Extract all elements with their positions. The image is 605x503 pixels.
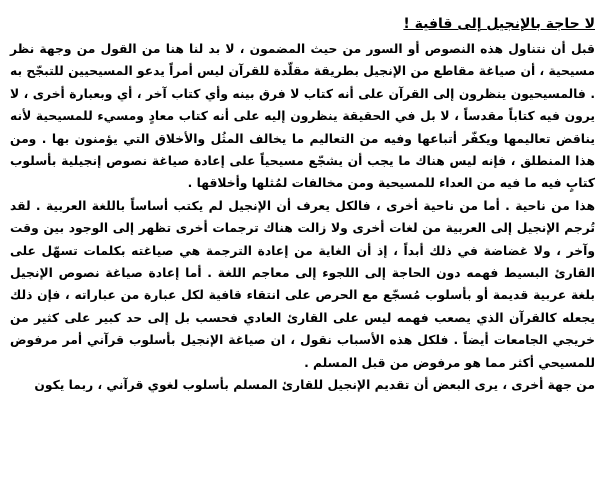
paragraph: من جهة أخرى ، يرى البعض أن تقديم الإنجيل للقارئ المسلم بأسلوب لغوي قرآني ، ربما يكون [34, 378, 595, 393]
document-title: لا حاجة بالإنجيل إلى قافية ! [403, 16, 595, 32]
paragraph: قبل أن نتناول هذه النصوص أو السور من حيث المضمون ، لا بد لنا هنا من القول من وجهة نظر مسيحية ، أن صياغة مقاطع من الإنجيل بطريقة مقلّدة للقرآن ليس أمراً يدعو المسيحيين للتبجّح به . فالمسيحيون ينظرون إلى القرآن على أنه كتاب لا فرق بينه وأي كتاب آخر ، أي وبعبارة أخرى ، لا يرون فيه كتاباً مقدساً ، لا بل في الحقيقة ينظرون إليه على أنه كتاب معادٍ ومسيء للمسيحية لأنه يناقض تعاليمها ويكفّر أتباعها وفيه من التعاليم ما يخالف المثُل والأخلاق التي يؤمنون بها . ومن هذا المنطلق ، فإنه ليس هناك ما يجب أن يشجّع مسيحياً على إعادة صياغة نصوص إنجيلية بأسلوب كتابٍ فيه ما فيه من العداء للمسيحية ومن مخالفات لمُثلها وأخلاقها . [10, 42, 595, 191]
document-body [10, 38, 595, 397]
paragraph: هذا من ناحية . أما من ناحية أخرى ، فالكل يعرف أن الإنجيل لم يكتب أساساً باللغة العربية . لقد تُرجم الإنجيل إلى العربية من لغات أخرى ولا زالت هناك ترجمات أخرى تظهر إلى الوجود بين وقت وآخر ، ولا غضاضة في ذلك أبداً ، إذ أن الغاية من إعادة الترجمة هي صياغته بكلمات تسهّل على القارئ البسيط فهمه دون الحاجة إلى اللجوء إلى معاجم اللغة . أما إعادة صياغة نصوص الإنجيل بلغة عربية قديمة أو بأسلوب مُسجّع مع الحرص على انتقاء قافية لكل عبارة من عباراته ، فإن ذلك يجعله كالقرآن الذي يصعب فهمه ليس على القارئ العادي فحسب بل إلى حد كبير على كثير من خريجي الجامعات أيضاً . فلكل هذه الأسباب نقول ، ان صياغة الإنجيل بأسلوب قرآني أمر مرفوض للمسيحي أكثر مما هو مرفوض من قبل المسلم . [10, 198, 595, 370]
